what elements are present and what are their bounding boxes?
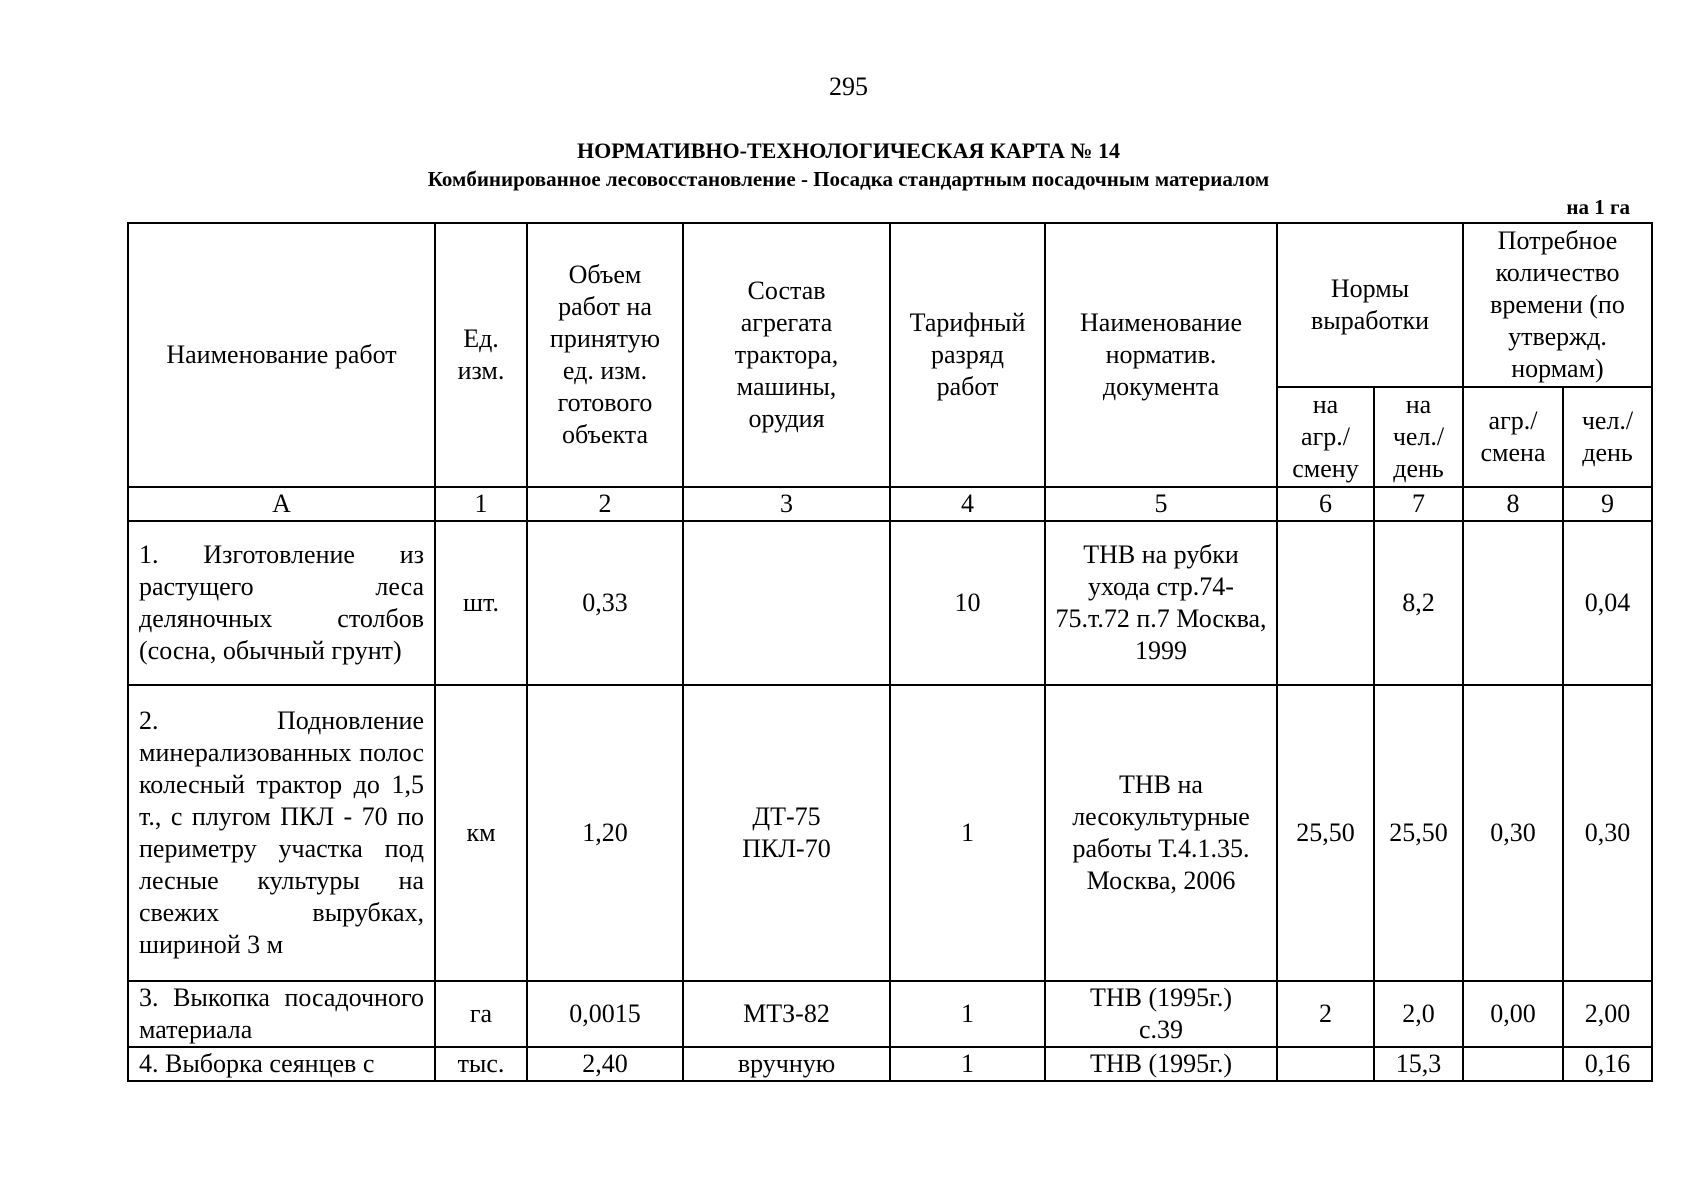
cell-tariff: 1 xyxy=(890,981,1045,1047)
cell-volume: 1,20 xyxy=(527,685,683,981)
cell-work: 1. Изготовление из растущего леса деляночных столбов (сосна, обычный грунт) xyxy=(128,521,435,685)
cell-time-agr: 0,00 xyxy=(1463,981,1563,1047)
cell-document: ТНВ на рубки ухода стр.74-75.т.72 п.7 Москва, 1999 xyxy=(1045,521,1277,685)
header-norms: Нормы выработки xyxy=(1277,223,1463,387)
column-number: 4 xyxy=(890,487,1045,521)
header-norm-per-agr: на агр./ смену xyxy=(1277,387,1374,487)
column-number: 1 xyxy=(435,487,527,521)
cell-time-person: 0,04 xyxy=(1563,521,1652,685)
cell-norm-agr xyxy=(1277,521,1374,685)
cell-work: 3. Выкопка посадочного материала xyxy=(128,981,435,1047)
cell-tariff: 1 xyxy=(890,1047,1045,1081)
header-tariff: Тарифный разряд работ xyxy=(890,223,1045,487)
header-time-needed: Потребное количество времени (по утвержд. нормам) xyxy=(1463,223,1652,387)
cell-time-person: 2,00 xyxy=(1563,981,1652,1047)
cell-unit: тыс. xyxy=(435,1047,527,1081)
header-time-agr: агр./ смена xyxy=(1463,387,1563,487)
cell-unit: км xyxy=(435,685,527,981)
cell-document: ТНВ на лесокультурные работы Т.4.1.35. Москва, 2006 xyxy=(1045,685,1277,981)
header-composition: Состав агрегата трактора, машины, орудия xyxy=(683,223,890,487)
document-subtitle: Комбинированное лесовосстановление - Посадка стандартным посадочным материалом xyxy=(427,167,1270,191)
cell-norm-agr xyxy=(1277,1047,1374,1081)
document-title: НОРМАТИВНО-ТЕХНОЛОГИЧЕСКАЯ КАРТА № 14 xyxy=(576,138,1120,163)
header-norm-per-person: на чел./ день xyxy=(1374,387,1463,487)
cell-norm-person: 25,50 xyxy=(1374,685,1463,981)
column-number: 5 xyxy=(1045,487,1277,521)
header-unit: Ед. изм. xyxy=(435,223,527,487)
cell-norm-person: 2,0 xyxy=(1374,981,1463,1047)
cell-work: 2. Подновление минерализованных полос колесный трактор до 1,5 т., с плугом ПКЛ - 70 по периметру участка под лесные культуры на свежих вырубках, шириной 3 м xyxy=(128,685,435,981)
header-volume: Объем работ на принятую ед. изм. готового объекта xyxy=(527,223,683,487)
column-number: А xyxy=(128,487,435,521)
header-time-person: чел./ день xyxy=(1563,387,1652,487)
cell-time-agr xyxy=(1463,521,1563,685)
page-number: 295 xyxy=(829,72,868,101)
column-number: 2 xyxy=(527,487,683,521)
cell-time-person: 0,30 xyxy=(1563,685,1652,981)
norm-table xyxy=(127,222,1653,1082)
column-number: 7 xyxy=(1374,487,1463,521)
cell-tariff: 10 xyxy=(890,521,1045,685)
cell-time-agr: 0,30 xyxy=(1463,685,1563,981)
table-row xyxy=(128,521,1652,685)
header-document: Наименование норматив. документа xyxy=(1045,223,1277,487)
cell-volume: 0,33 xyxy=(527,521,683,685)
column-number-row xyxy=(128,487,1652,521)
cell-norm-agr: 25,50 xyxy=(1277,685,1374,981)
column-number: 6 xyxy=(1277,487,1374,521)
cell-volume: 2,40 xyxy=(527,1047,683,1081)
cell-time-agr xyxy=(1463,1047,1563,1081)
cell-unit: шт. xyxy=(435,521,527,685)
cell-work: 4. Выборка сеянцев с xyxy=(128,1047,435,1081)
table-row xyxy=(128,981,1652,1047)
cell-document: ТНВ (1995г.) с.39 xyxy=(1045,981,1277,1047)
column-number: 9 xyxy=(1563,487,1652,521)
table-row xyxy=(128,685,1652,981)
table-row xyxy=(128,1047,1652,1081)
cell-composition xyxy=(683,521,890,685)
cell-tariff: 1 xyxy=(890,685,1045,981)
cell-norm-person: 8,2 xyxy=(1374,521,1463,685)
cell-norm-person: 15,3 xyxy=(1374,1047,1463,1081)
cell-unit: га xyxy=(435,981,527,1047)
header-row-top xyxy=(128,223,1652,387)
cell-document: ТНВ (1995г.) xyxy=(1045,1047,1277,1081)
cell-time-person: 0,16 xyxy=(1563,1047,1652,1081)
column-number: 8 xyxy=(1463,487,1563,521)
cell-volume: 0,0015 xyxy=(527,981,683,1047)
cell-composition: ДТ-75 ПКЛ-70 xyxy=(683,685,890,981)
unit-note: на 1 га xyxy=(1566,195,1630,219)
cell-composition: вручную xyxy=(683,1047,890,1081)
cell-composition: МТЗ-82 xyxy=(683,981,890,1047)
column-number: 3 xyxy=(683,487,890,521)
cell-norm-agr: 2 xyxy=(1277,981,1374,1047)
header-work-name: Наименование работ xyxy=(128,223,435,487)
